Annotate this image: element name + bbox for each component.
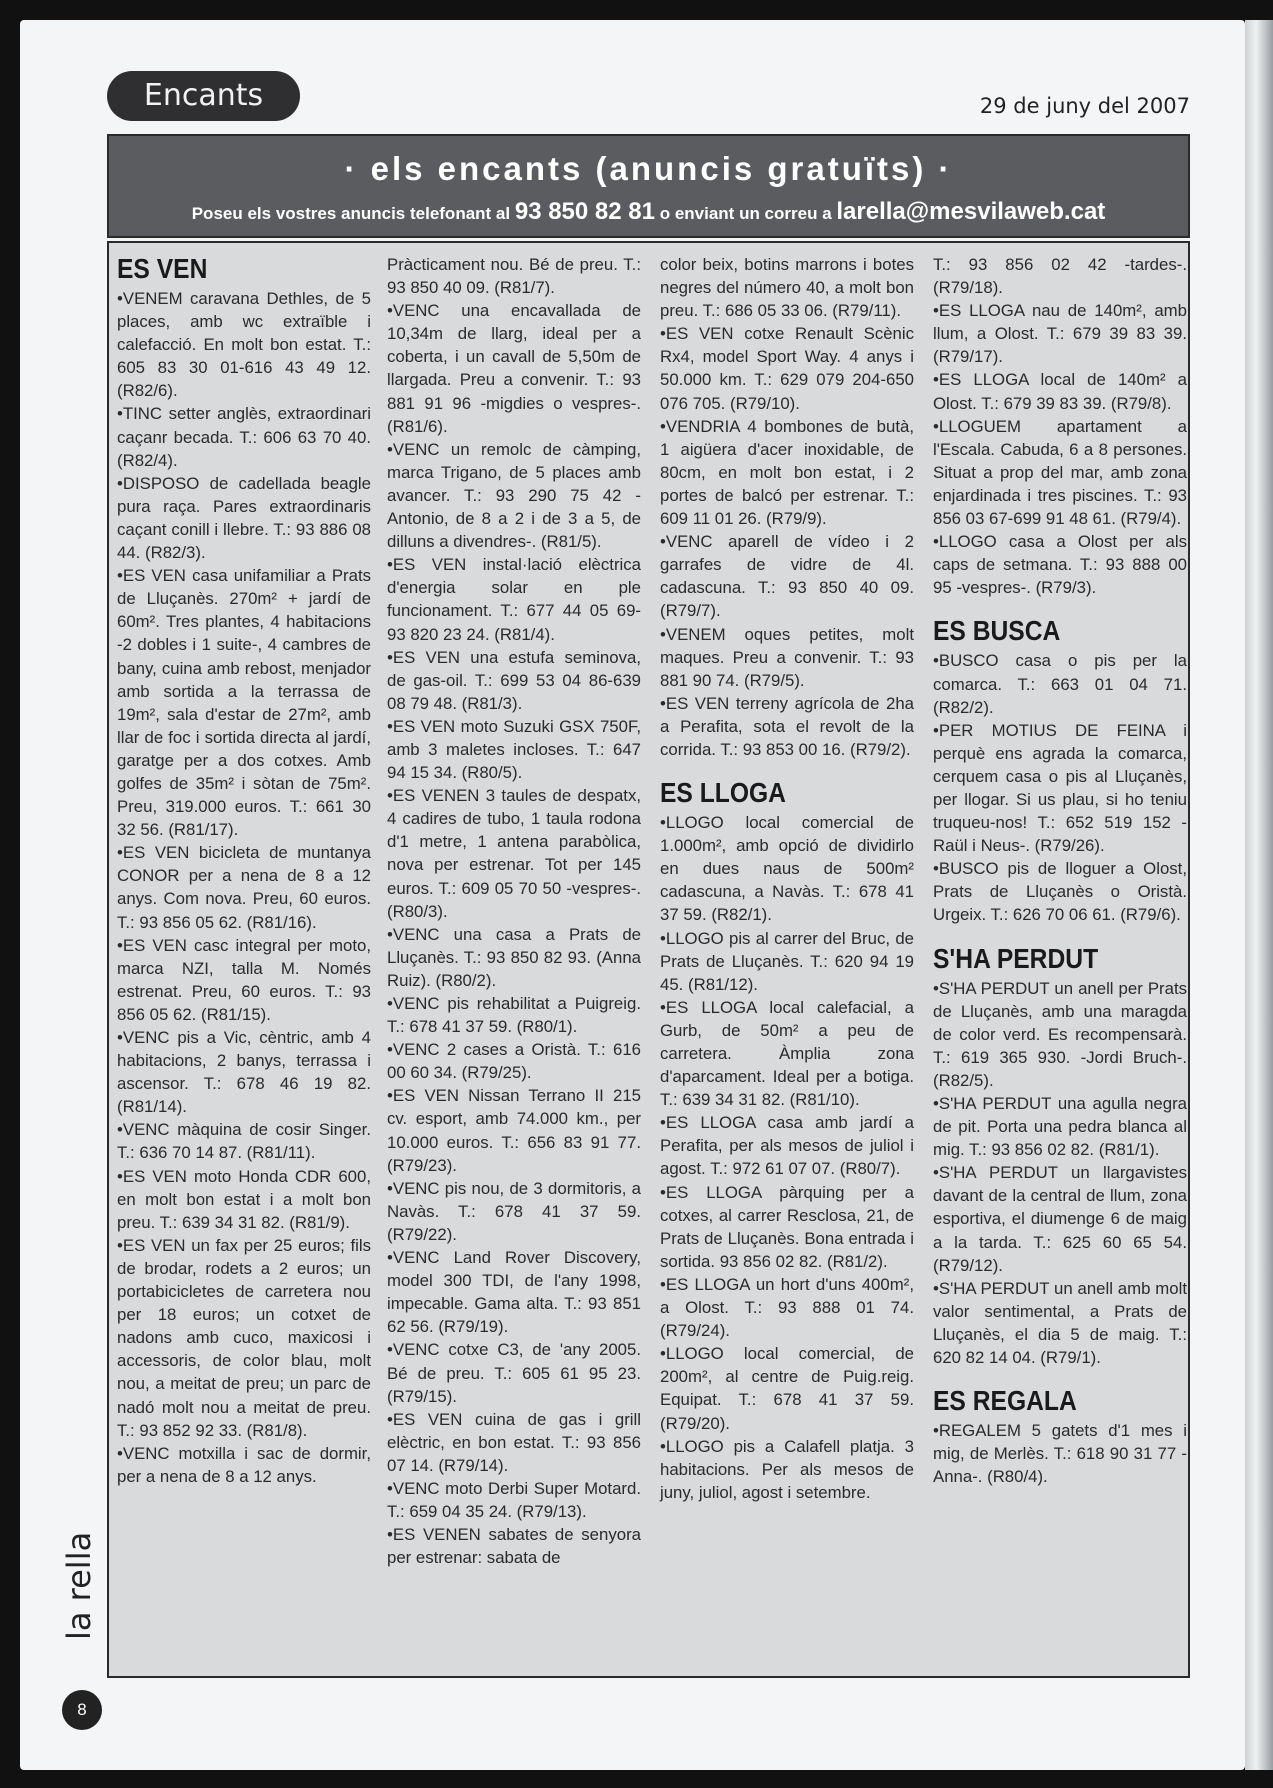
classified-ad: •ES LLOGA casa amb jardí a Perafita, per als mesos de juliol i agost. T.: 972 61 07 07. (R80/7).	[660, 1113, 914, 1179]
classified-ad: •VENEM caravana Dethles, de 5 places, amb wc extraïble i calefacció. En molt bon estat. T.: 605 83 30 01-616 43 49 12. (R82/6).	[117, 289, 371, 401]
classified-ad: •ES LLOGA un hort d'uns 400m², a Olost. T.: 93 888 01 74. (R79/24).	[660, 1274, 914, 1341]
classified-ad: •LLOGO local comercial, de 200m², al centre de Puig.reig. Equipat. T.: 678 41 37 59. (R79/20).	[660, 1344, 914, 1433]
classified-ad: •ES LLOGA pàrquing per a cotxes, al carrer Resclosa, 21, de Prats de Lluçanès. Bona entrada i sortida. 93 856 02 82. (R81/2).	[660, 1182, 914, 1271]
classified-ad: •LLOGO local comercial de 1.000m², amb opció de dividirlo en dues naus de 500m² cadascuna, a Navàs. T.: 678 41 37 59. (R82/1).	[660, 813, 914, 925]
section-heading: S'HA PERDUT	[933, 942, 1099, 974]
classified-ad: •ES VEN cuina de gas i grill elèctric, en bon estat. T.: 93 856 07 14. (R79/14).	[387, 1409, 641, 1475]
classified-ad: Pràcticament nou. Bé de preu. T.: 93 850 40 09. (R81/7).	[387, 255, 641, 298]
classified-ad: •VENC una casa a Prats de Lluçanès. T.: 93 850 82 93. (Anna Ruiz). (R80/2).	[387, 924, 641, 990]
banner-email: larella@mesvilaweb.cat	[836, 198, 1106, 225]
classified-ad: •ES LLOGA local de 140m² a Olost. T.: 679 39 83 39. (R79/8).	[933, 370, 1187, 413]
classified-ad: •VENEM oques petites, molt maques. Preu a convenir. T.: 93 881 90 74. (R79/5).	[660, 624, 914, 690]
classified-ad: •LLOGUEM apartament a l'Escala. Cabuda, 6 a 8 persones. Situat a prop del mar, amb zona enjardinada i tres piscines. T.: 93 856 03 67-699 91 48 61. (R79/4).	[933, 416, 1187, 529]
classified-ad: •ES VEN Nissan Terrano II 215 cv. esport, amb 74.000 km., per 10.000 euros. T.: 656 83 91 77. (R79/23).	[387, 1086, 641, 1175]
classified-ad: •DISPOSO de cadellada beagle pura raça. Pares extraordinaris caçant conill i llebre. T.: 93 886 08 44. (R82/3).	[117, 473, 371, 563]
classified-ad: •ES VEN moto Honda CDR 600, en molt bon estat i a molt bon preu. T.: 639 34 31 82. (R81/9).	[117, 1166, 371, 1232]
classified-ad: •S'HA PERDUT un anell per Prats de Lluçanès, amb una maragda de color verd. Es recompensarà. T.: 619 365 930. -Jordi Bruch-.(R82/5).	[933, 978, 1187, 1090]
section-tab: Encants	[107, 71, 300, 121]
section-heading: ES LLOGA	[660, 777, 786, 809]
classified-ad: •VENC una encavallada de 10,34m de llarg, ideal per a coberta, i un cavall de 5,50m de llargada. Preu a convenir. T.: 93 881 91 96 -migdies o vespres-. (R81/6).	[387, 301, 641, 436]
classified-ad: •VENC Land Rover Discovery, model 300 TDI, de l'any 1998, impecable. Gama alta. T.: 93 851 62 56. (R79/19).	[387, 1248, 641, 1337]
classified-ad: •REGALEM 5 gatets d'1 mes i mig, de Merlès. T.: 618 90 31 77 -Anna-. (R80/4).	[933, 1421, 1187, 1487]
banner-subtitle	[109, 198, 1188, 226]
classified-ad: •VENC pis nou, de 3 dormitoris, a Navàs. T.: 678 41 37 59. (R79/22).	[387, 1178, 641, 1244]
section-heading: ES VEN	[117, 253, 208, 284]
classified-ad: •ES LLOGA local calefacial, a Gurb, de 50m² a peu de carretera. Àmplia zona d'aparcament. Ideal per a botiga. T.: 639 34 31 82. (R81/10).	[660, 997, 914, 1110]
classified-ad: •VENC un remolc de càmping, marca Trigano, de 5 places amb avancer. T.: 93 290 75 42 -Antonio, de 8 a 2 i de 3 a 5, de dilluns a divendres-. (R81/5).	[387, 439, 641, 552]
classified-ad: •BUSCO casa o pis per la comarca. T.: 663 01 04 71. (R82/2).	[933, 651, 1187, 717]
classified-ad: •VENC moto Derbi Super Motard. T.: 659 04 35 24. (R79/13).	[387, 1478, 641, 1522]
page-fold-edge	[1245, 20, 1273, 1770]
classified-ad: •ES VEN casc integral per moto, marca NZI, talla M. Només estrenat. Preu, 60 euros. T.: 93 856 05 62. (R81/15).	[117, 935, 371, 1024]
classifieds-column-2	[387, 253, 641, 1569]
classified-ad: •LLOGO pis a Calafell platja. 3 habitacions. Per als mesos de juny, juliol, agost i setembre.	[660, 1436, 914, 1502]
classified-ad: •VENC aparell de vídeo i 2 garrafes de vidre de 4l. cadascuna. T.: 93 850 40 09. (R79/7).	[660, 532, 914, 621]
classified-ad: •ES VEN moto Suzuki GSX 750F, amb 3 maletes incloses. T.: 647 94 15 34. (R80/5).	[387, 716, 641, 783]
page-number: 8	[62, 1690, 102, 1730]
classified-ad: •VENC pis rehabilitat a Puigreig. T.: 678 41 37 59. (R80/1).	[387, 994, 641, 1037]
classified-ad: •VENC cotxe C3, de 'any 2005. Bé de preu. T.: 605 61 95 23. (R79/15).	[387, 1340, 641, 1406]
classified-ad: •PER MOTIUS DE FEINA i perquè ens agrada la comarca, cerquem casa o pis al Lluçanès, per llogar. Si us plau, si ho teniu truqueu-nos! T.: 652 519 152 -Raül i Neus-. (R79/26).	[933, 720, 1187, 856]
classified-ad: •ES VENEN sabates de senyora per estrenar: sabata de	[387, 1525, 641, 1568]
classified-ad: •ES VEN casa unifamiliar a Prats de Lluçanès. 270m² + jardí de 60m². Tres plantes, 4 habitacions -2 dobles i 1 suite-, 4 cambres de bany, cuina amb rebost, menjador amb sortida a la terrassa de 19m², sala d'estar de 27m², amb llar de foc i sortida directa al jardí, garatge per a dos cotxes. Amb golfes de 35m² i sòtan de 75m². Preu, 319.000 euros. T.: 661 30 32 56. (R81/17).	[117, 566, 371, 840]
banner-phone: 93 850 82 81	[514, 198, 655, 225]
classified-ad: •VENC pis a Vic, cèntric, amb 4 habitacions, 2 banys, terrassa i ascensor. T.: 678 46 19 82. (R81/14).	[117, 1028, 371, 1117]
classifieds-column-4	[933, 253, 1187, 1488]
classified-ad: •VENC motxilla i sac de dormir, per a nena de 8 a 12 anys.	[117, 1443, 371, 1486]
section-heading: ES BUSCA	[933, 615, 1061, 647]
classified-ad: •S'HA PERDUT un llargavistes davant de la central de llum, zona esportiva, el diumenge 6 de maig a la tarda. T.: 625 60 65 54. (R79/12).	[933, 1163, 1187, 1275]
classified-ad: •ES VEN bicicleta de muntanya CONOR per a nena de 8 a 12 anys. Com nova. Preu, 60 euros. T.: 93 856 05 62. (R81/16).	[117, 843, 371, 932]
issue-date: 29 de juny del 2007	[979, 94, 1190, 118]
classified-ad: •ES VEN cotxe Renault Scènic Rx4, model Sport Way. 4 anys i 50.000 km. T.: 629 079 204-650 076 705. (R79/10).	[660, 324, 914, 413]
banner-subtitle-mid: o enviant un correu a	[659, 204, 832, 223]
classified-ad: •S'HA PERDUT un anell amb molt valor sentimental, a Prats de Lluçanès, el dia 5 de maig. T.: 620 82 14 04. (R79/1).	[933, 1278, 1187, 1368]
classified-ad: •ES VEN instal·lació elèctrica d'energia solar en ple funcionament. T.: 677 44 05 69-93 820 23 24. (R81/4).	[387, 555, 641, 644]
classified-ad: •VENC màquina de cosir Singer. T.: 636 70 14 87. (R81/11).	[117, 1120, 371, 1163]
classified-ad: •TINC setter anglès, extraordinari caçanr becada. T.: 606 63 70 40. (R82/4).	[117, 404, 371, 470]
classified-ad: •LLOGO pis al carrer del Bruc, de Prats de Lluçanès. T.: 620 94 19 45. (R81/12).	[660, 928, 914, 994]
classified-ad: •VENC 2 cases a Oristà. T.: 616 00 60 34. (R79/25).	[387, 1040, 641, 1083]
classified-ad: •ES LLOGA nau de 140m², amb llum, a Olost. T.: 679 39 83 39. (R79/17).	[933, 301, 1187, 367]
classified-ad: •ES VEN un fax per 25 euros; fils de brodar, rodets a 2 euros; un portabicicletes de carretera nou per 18 euros; un cotxet de nadons amb cuco, maxicosi i accessoris, de color blau, molt nou, a meitat de preu; un parc de nadó molt nou a meitat de preu. T.: 93 852 92 33. (R81/8).	[117, 1235, 371, 1440]
classified-ad: T.: 93 856 02 42 -tardes-. (R79/18).	[933, 255, 1187, 298]
classifieds-column-3	[660, 253, 914, 1504]
banner-title: · els encants (anuncis gratuïts) ·	[344, 150, 953, 187]
magazine-logo: la rella	[60, 1531, 98, 1640]
banner-subtitle-pre: Poseu els vostres anuncis telefonant al	[191, 204, 511, 223]
classified-ad: color beix, botins marrons i botes negres del número 40, a molt bon preu. T.: 686 05 33 06. (R79/11).	[660, 255, 914, 321]
classified-ad: •VENDRIA 4 bombones de butà, 1 aigüera d'acer inoxidable, de 80cm, en molt bon estat, i 2 portes de balcó per estrenar. T.: 609 11 01 26. (R79/9).	[660, 416, 914, 529]
classified-ad: •BUSCO pis de lloguer a Olost, Prats de Lluçanès o Oristà. Urgeix. T.: 626 70 06 61. (R79/6).	[933, 859, 1187, 925]
section-heading: ES REGALA	[933, 1385, 1077, 1417]
classifieds-column-1	[117, 253, 371, 1488]
classified-ad: •ES VEN terreny agrícola de 2ha a Perafita, sota el revolt de la corrida. T.: 93 853 00 16. (R79/2).	[660, 693, 914, 759]
classified-ad: •LLOGO casa a Olost per als caps de setmana. T.: 93 888 00 95 -vespres-. (R79/3).	[933, 532, 1187, 598]
classified-ad: •ES VEN una estufa seminova, de gas-oil. T.: 699 53 04 86-639 08 79 48. (R81/3).	[387, 647, 641, 713]
classified-ad: •ES VENEN 3 taules de despatx, 4 cadires de tubo, 1 taula rodona d'1 metre, 1 antena parabòlica, nova per estrenar. Tot per 145 euros. T.: 609 05 70 50 -vespres-. (R80/3).	[387, 786, 641, 921]
classifieds-banner	[107, 134, 1190, 238]
classified-ad: •S'HA PERDUT una agulla negra de pit. Porta una pedra blanca al mig. T.: 93 856 02 82. (R81/1).	[933, 1094, 1187, 1160]
